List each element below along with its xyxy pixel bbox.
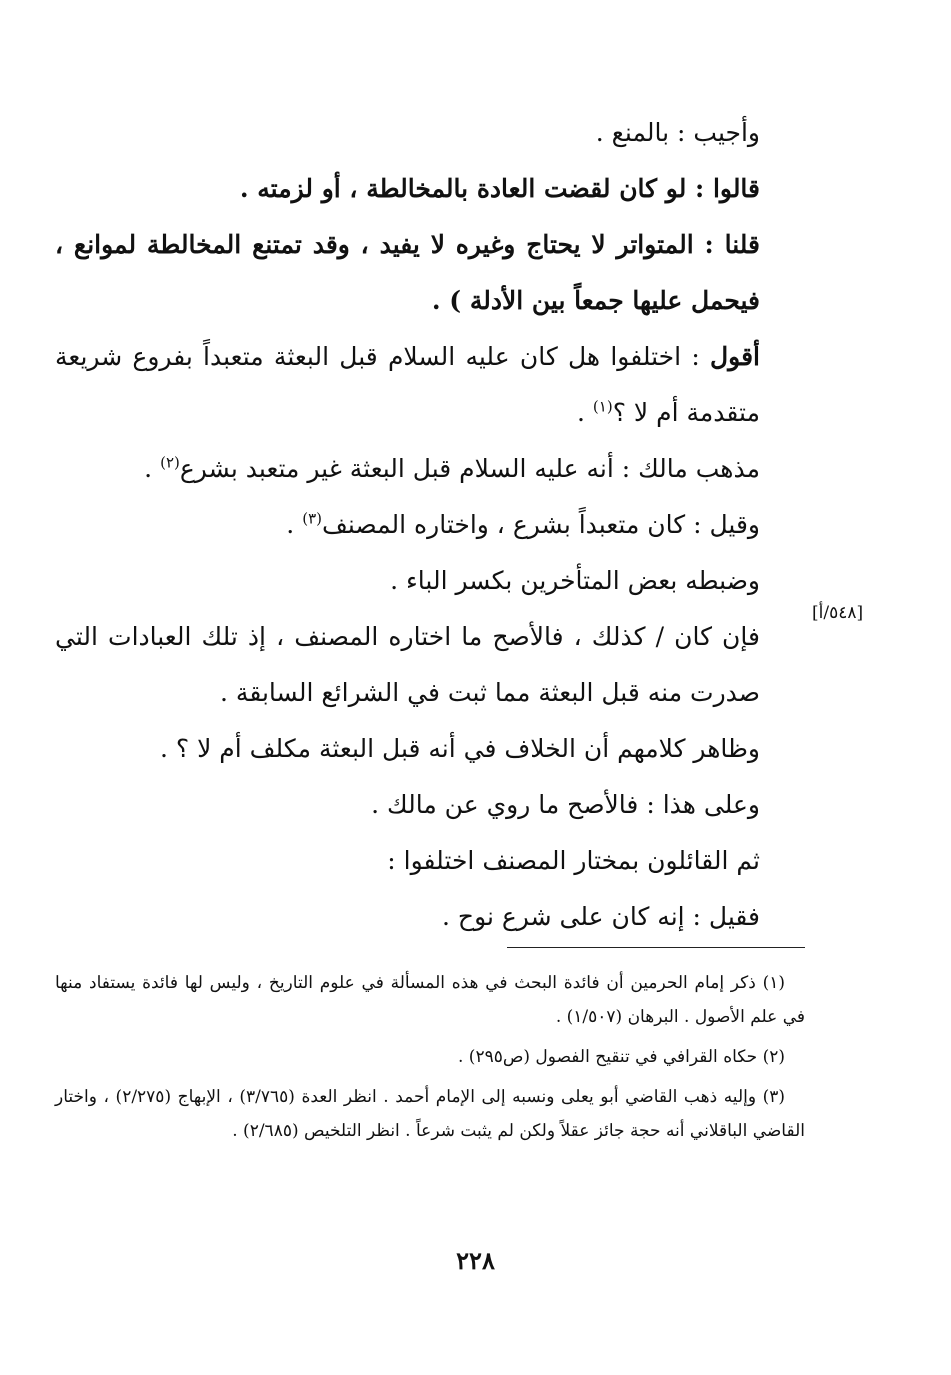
- footnote-ref-3: (٣): [302, 509, 322, 528]
- page-number: ٢٢٨: [456, 1246, 495, 1275]
- faqeel-line: فقيل : إنه كان على شرع نوح .: [442, 902, 760, 931]
- objection-line: قالوا : لو كان لقضت العادة بالمخالطة ، أو لزمته .: [239, 174, 760, 203]
- period: .: [286, 510, 303, 539]
- footnote-ref-2: (٢): [160, 453, 180, 472]
- footnote-ref-1: (١): [592, 397, 613, 416]
- period: .: [144, 454, 161, 483]
- malik-line: [55, 441, 805, 497]
- main-text: [55, 105, 805, 945]
- manuscript-folio-ref: [٥٤٨/أ]: [812, 603, 864, 623]
- footnote-separator: [507, 947, 805, 948]
- commentary-text: : اختلفوا هل كان عليه السلام قبل البعثة متعبداً بفروع شريعة متقدمة أم لا ؟: [55, 342, 760, 427]
- footnote-2: (٢) حكاه القرافي في تنقيح الفصول (ص٢٩٥) .: [457, 1047, 785, 1067]
- zahir-line: وظاهر كلامهم أن الخلاف في أنه قبل البعثة مكلف أم لا ؟ .: [159, 734, 760, 763]
- commentary-paragraph: [55, 329, 805, 441]
- thumma-line: ثم القائلون بمختار المصنف اختلفوا :: [387, 846, 760, 875]
- qeel-text: وقيل : كان متعبداً بشرع ، واختاره المصنف: [321, 510, 760, 539]
- footnote-1: (١) ذكر إمام الحرمين أن فائدة البحث في هذه المسألة في علوم التاريخ ، وليس لها فائدة يستفاد منها في علم الأصول . البرهان (١/٥٠٧) .: [55, 973, 805, 1027]
- aqool-lead: أقول: [710, 342, 760, 371]
- ala-hadha-line: وعلى هذا : فالأصح ما روي عن مالك .: [371, 790, 760, 819]
- answer-line: وأجيب : بالمنع .: [595, 118, 760, 147]
- footnote-3: (٣) وإليه ذهب القاضي أبو يعلى ونسبه إلى الإمام أحمد . انظر العدة (٣/٧٦٥) ، الإبهاج (٢/٢٧٥) ، واختار القاضي الباقلاني أنه حجة جائز عقلاً ولكن لم يثبت شرعاً . انظر التلخيص (٢/٦٨٥) .: [55, 1087, 805, 1141]
- reply-paragraph: قلنا : المتواتر لا يحتاج وغيره لا يفيد ، وقد تمتنع المخالطة لموانع ، فيحمل عليها جمعاً بين الأدلة ) .: [55, 230, 760, 315]
- footnotes: [55, 966, 805, 1154]
- dabt-line: وضبطه بعض المتأخرين بكسر الباء .: [390, 566, 760, 595]
- malik-text: مذهب مالك : أنه عليه السلام قبل البعثة غير متعبد بشرع: [179, 454, 760, 483]
- fa-in-kana-paragraph: فإن كان / كذلك ، فالأصح ما اختاره المصنف ، إذ تلك العبادات التي صدرت منه قبل البعثة مما ثبت في الشرائع السابقة .: [55, 622, 760, 707]
- period: .: [577, 398, 593, 427]
- qeel-line: [55, 497, 805, 553]
